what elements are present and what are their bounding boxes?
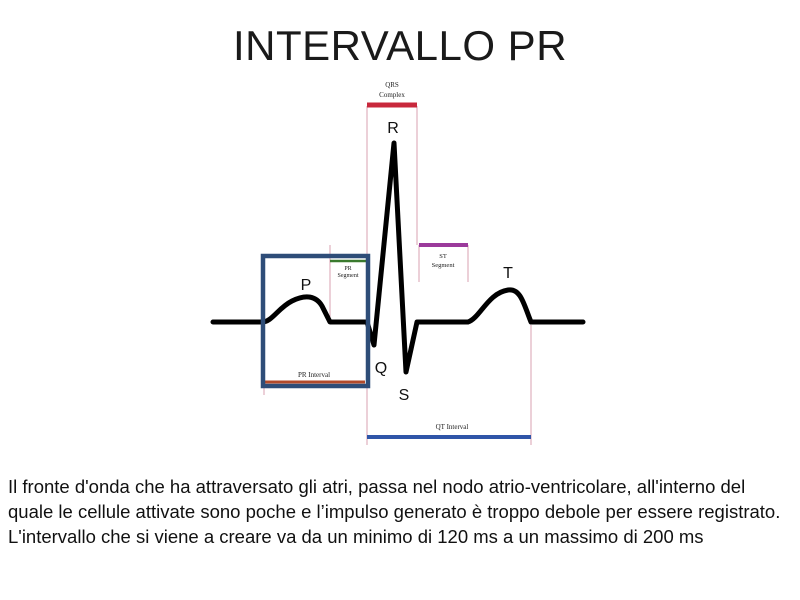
wave-label-r: R bbox=[387, 120, 399, 137]
pr-interval-label: PR Interval bbox=[297, 371, 331, 379]
guide-lines bbox=[264, 106, 531, 445]
qrs-complex-label-line1: QRS bbox=[385, 81, 399, 89]
wave-label-s: S bbox=[398, 387, 410, 404]
wave-label-p: P bbox=[300, 277, 312, 294]
st-segment-label-line1: ST bbox=[439, 253, 447, 260]
qt-interval-label: QT Interval bbox=[435, 423, 469, 431]
st-segment-label-line2: Segment bbox=[431, 262, 455, 269]
slide-title: INTERVALLO PR bbox=[232, 22, 568, 69]
wave-label-t: T bbox=[503, 265, 513, 282]
wave-label-q: Q bbox=[374, 360, 388, 377]
caption-text: Il fronte d'onda che ha attraversato gli atri, passa nel nodo atrio-ventricolare, all'interno del quale le cellule attivate sono poche e l’impulso generato è troppo debole per essere registrato. L'intervallo che si viene a creare va da un minimo di 120 ms a un massimo di 200 ms bbox=[8, 476, 781, 547]
qrs-complex-label-line2: Complex bbox=[379, 91, 405, 99]
pr-segment-label-line1: PR bbox=[344, 266, 352, 272]
pr-segment-label-line2: Segment bbox=[337, 273, 359, 279]
